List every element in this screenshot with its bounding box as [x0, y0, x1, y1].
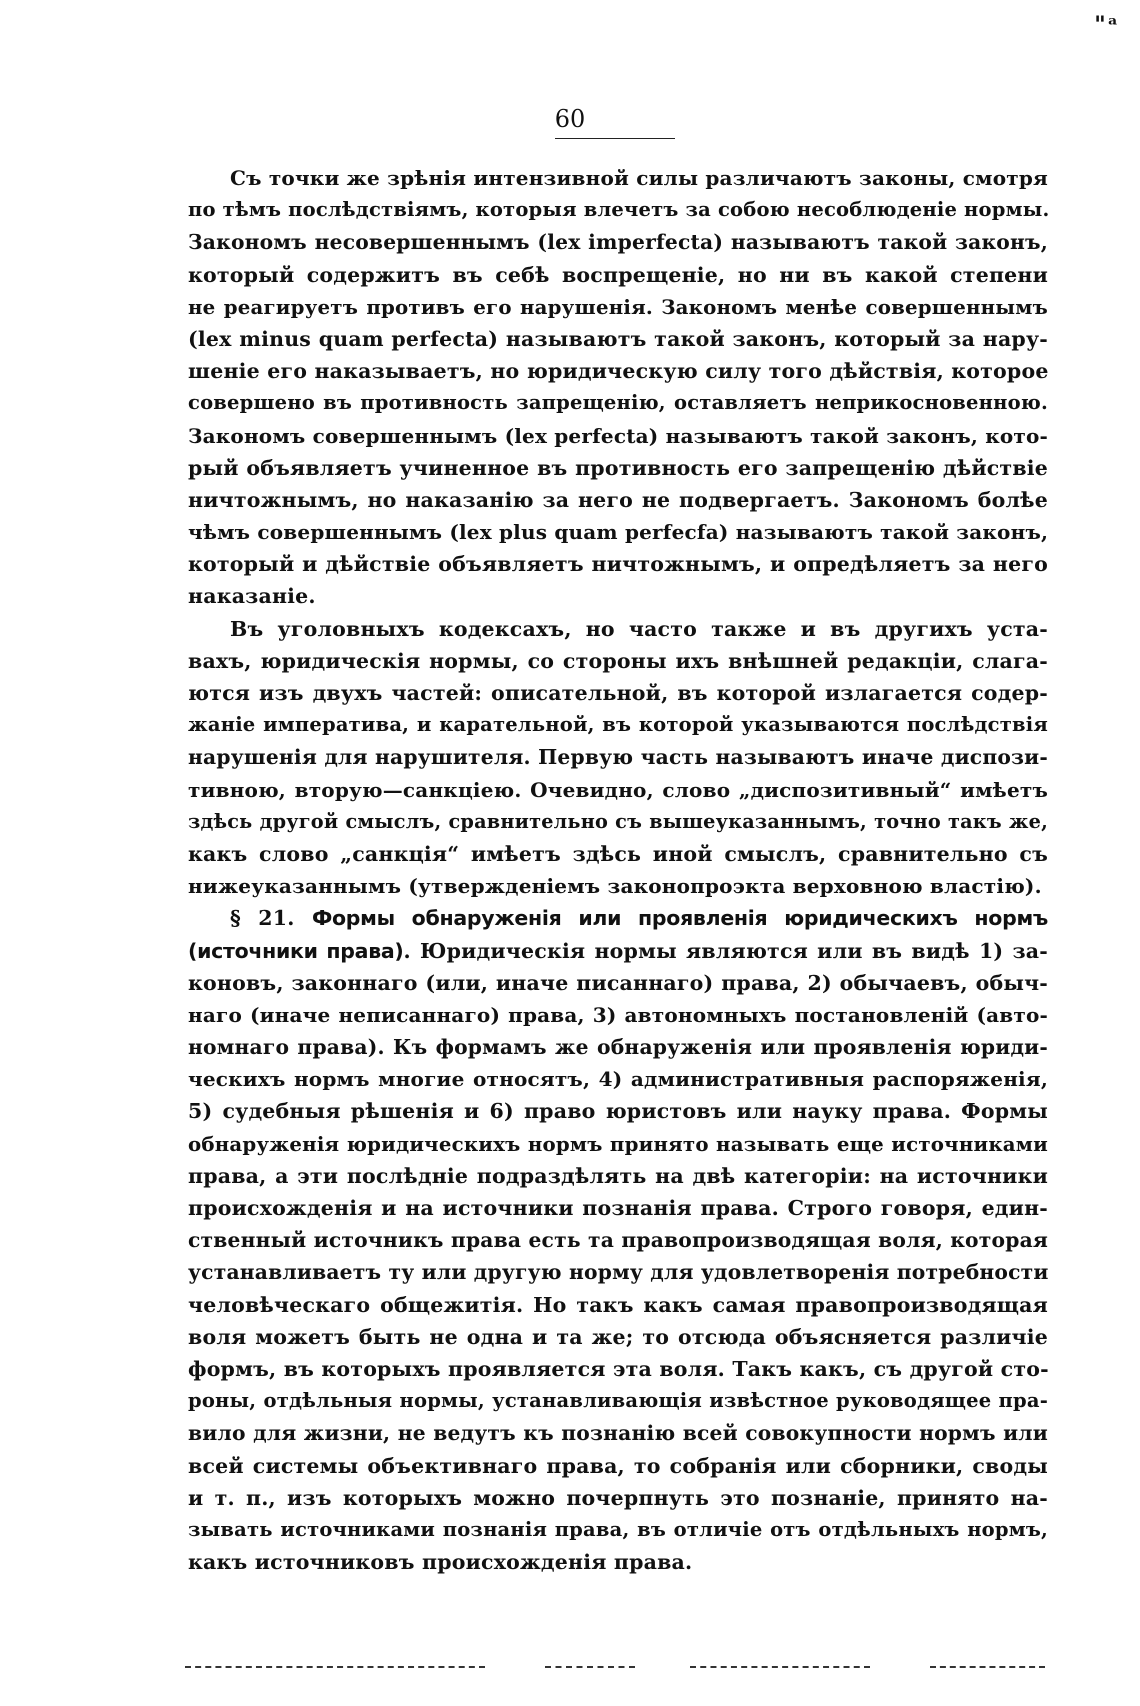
text-line: вило для жизни, не ведутъ къ познанію всей совокупности нормъ или — [188, 1421, 1048, 1446]
text-line: формъ, въ которыхъ проявляется эта воля. Такъ какъ, съ другой сто- — [188, 1356, 1049, 1381]
section-title: Формы обнаруженія или проявленія юридическихъ нормъ — [311, 906, 1049, 931]
text-line: тивною, вторую—санкціею. Очевидно, слово „диспозитивный“ имѣетъ — [188, 777, 1048, 802]
text-line: шеніе его наказываетъ, но юридическую силу того дѣйствія, которое — [188, 359, 1049, 384]
text-line: какъ слово „санкція“ имѣетъ здѣсь иной смыслъ, сравнительно съ — [188, 841, 1048, 866]
text-line: человѣческаго общежитія. Но такъ какъ самая правопроизводящая — [188, 1292, 1048, 1317]
text-line: чѣмъ совершеннымъ (lex plus quam perfecfa) называютъ такой законъ, — [188, 520, 1049, 545]
text-line: наго (иначе неписаннаго) права, 3) автономныхъ постановленій (авто- — [188, 1002, 1048, 1027]
text-line: вахъ, юридическія нормы, со стороны ихъ внѣшней редакціи, слага- — [188, 648, 1048, 673]
text-line: Въ уголовныхъ кодексахъ, но часто также и въ другихъ уста- — [230, 616, 1048, 641]
section-heading-line — [188, 902, 1048, 934]
footer-rule — [930, 1666, 1045, 1668]
text-line: 5) судебныя рѣшенія и 6) право юристовъ или науку права. Формы — [188, 1099, 1048, 1124]
paragraph-1 — [188, 162, 1048, 613]
page-number-rule — [555, 138, 675, 139]
text-line: Закономъ совершеннымъ (lex perfecta) называютъ такой законъ, кото- — [188, 423, 1049, 448]
text-line: не реагируетъ противъ его нарушенія. Закономъ менѣе совершеннымъ — [188, 294, 1048, 319]
text-line: всей системы объективнаго права, то собранія или сборники, своды — [188, 1453, 1048, 1478]
footer-rule — [690, 1666, 870, 1668]
body-text — [188, 162, 1048, 1578]
text-line: нарушенія для нарушителя. Первую часть называютъ иначе диспози- — [188, 745, 1048, 770]
text-line: который и дѣйствіе объявляетъ ничтожнымъ, и опредѣляетъ за него — [188, 552, 1048, 577]
text-line: Закономъ несовершеннымъ (lex imperfecta) называютъ такой законъ, — [188, 230, 1048, 255]
section-title-continued: (источники права) — [188, 938, 404, 963]
footer-rule — [185, 1666, 485, 1668]
text-line: роны, отдѣльныя нормы, устанавливающія извѣстное руководящее пра- — [188, 1389, 1048, 1413]
text-line: нижеуказаннымъ (утвержденіемъ законопроэкта верховною властію). — [188, 874, 1042, 899]
paragraph-2 — [188, 613, 1048, 903]
text-line: совершено въ противность запрещенію, оставляетъ неприкосновенною. — [188, 391, 1048, 415]
text-line: происхожденія и на источники познанія права. Строго говоря, един- — [188, 1196, 1048, 1220]
text-line: и т. п., изъ которыхъ можно почерпнуть это познаніе, принято на- — [188, 1485, 1048, 1510]
section-text-start: . Юридическія нормы являются или въ видѣ 1) за- — [403, 938, 1048, 963]
text-line: ничтожнымъ, но наказанію за него не подвергаетъ. Закономъ болѣе — [188, 487, 1048, 512]
section-21 — [188, 902, 1048, 1578]
text-line: зывать источниками познанія права, въ отличіе отъ отдѣльныхъ нормъ, — [188, 1517, 1048, 1541]
text-line: воля можетъ быть не одна и та же; то отсюда объясняется различіе — [188, 1324, 1048, 1349]
corner-mark: "ᵃ — [1094, 12, 1120, 38]
text-line: ются изъ двухъ частей: описательной, въ которой излагается содер- — [188, 681, 1048, 705]
text-line: (lex minus quam perfecta) называютъ такой законъ, который за нару- — [188, 326, 1048, 351]
section-number: § 21. — [230, 906, 295, 931]
text-line: который содержитъ въ себѣ воспрещеніе, но ни въ какой степени — [188, 262, 1048, 287]
page-number: 60 — [554, 105, 586, 133]
text-line: жаніе императива, и карательной, въ которой указываются послѣдствія — [188, 713, 1048, 737]
text-line: ственный источникъ права есть та правопроизводящая воля, которая — [188, 1228, 1049, 1253]
text-line: устанавливаетъ ту или другую норму для удовлетворенія потребности — [188, 1260, 1049, 1285]
text-line: рый объявляетъ учиненное въ противность его запрещенію дѣйствіе — [188, 455, 1048, 480]
text-line: Съ точки же зрѣнія интензивной силы различаютъ законы, смотря — [230, 166, 1048, 190]
text-line: ческихъ нормъ многие относятъ, 4) административныя распоряженія, — [188, 1067, 1048, 1092]
footer-rule — [545, 1666, 635, 1668]
text-line: здѣсь другой смыслъ, сравнительно съ вышеуказаннымъ, точно такъ же, — [188, 809, 1048, 833]
text-line: номнаго права). Къ формамъ же обнаруженія или проявленія юриди- — [188, 1035, 1048, 1060]
text-line: по тѣмъ послѣдствіямъ, которыя влечетъ за собою несоблюденіе нормы. — [188, 198, 1050, 222]
text-line: обнаруженія юридическихъ нормъ принято называть еще источниками — [188, 1131, 1048, 1156]
text-line: коновъ, законнаго (или, иначе писаннаго) права, 2) обычаевъ, обыч- — [188, 970, 1048, 995]
text-line: наказаніе. — [188, 584, 316, 609]
text-line — [188, 935, 1048, 967]
text-line: какъ источниковъ происхожденія права. — [188, 1550, 693, 1575]
text-line: права, а эти послѣдніе подраздѣлять на двѣ категоріи: на источники — [188, 1163, 1048, 1188]
